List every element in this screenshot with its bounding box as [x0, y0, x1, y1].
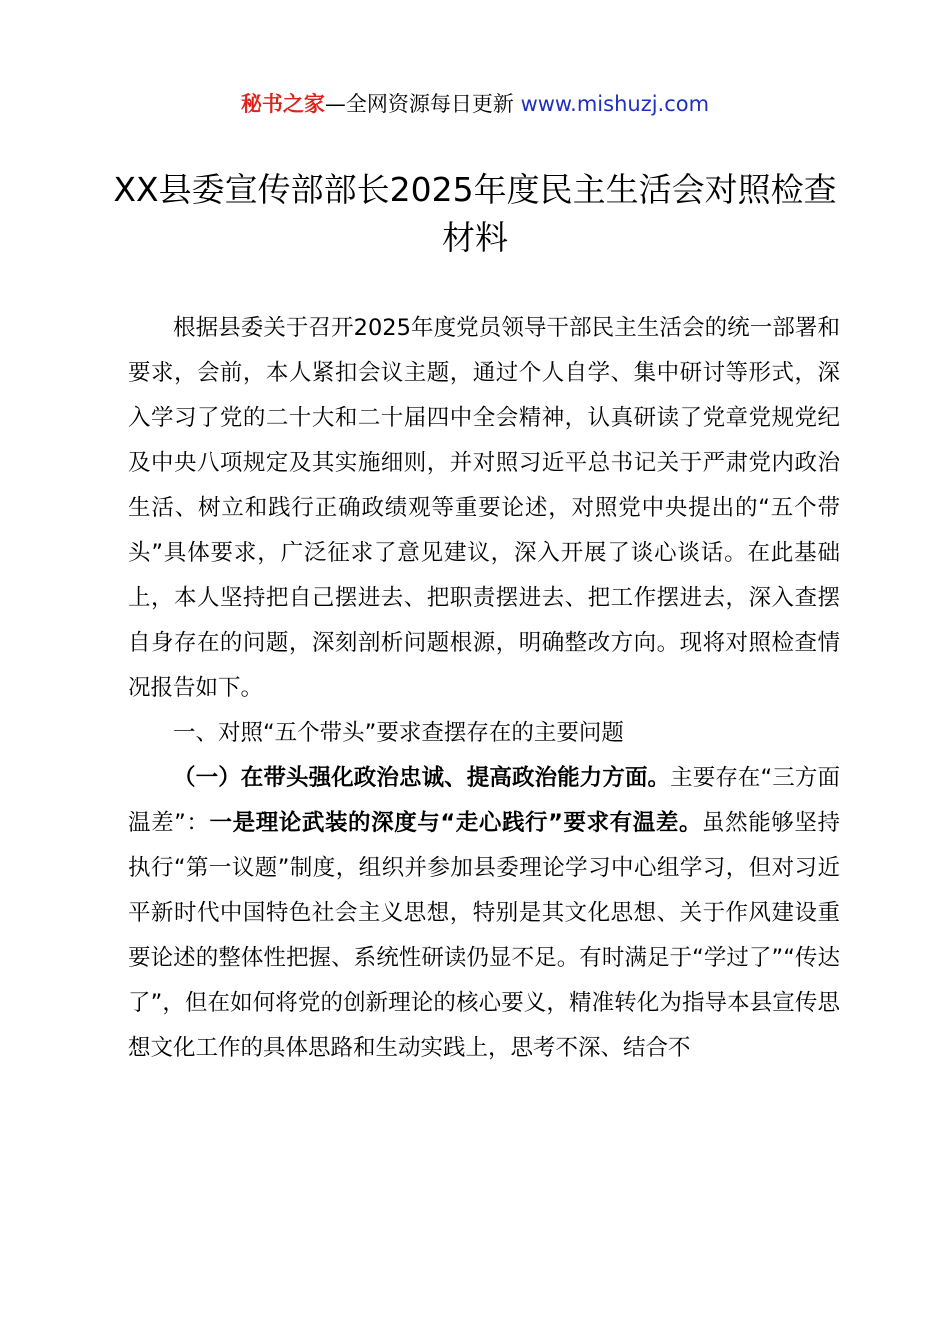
- header-slogan: —全网资源每日更新: [324, 92, 521, 116]
- section-heading: 一、对照“五个带头”要求查摆存在的主要问题: [173, 720, 624, 746]
- document-title: XX县委宣传部部长2025年度民主生活会对照检查材料: [113, 170, 837, 257]
- document-body: [128, 306, 840, 1071]
- subsection-lead: 主要存在“三方面温差”：: [128, 765, 840, 836]
- site-url-link[interactable]: www.mishuzj.com: [520, 92, 710, 116]
- site-header: [0, 88, 950, 120]
- intro-paragraph: 根据县委关于召开2025年度党员领导干部民主生活会的统一部署和要求，会前，本人紧扣会议主题，通过个人自学、集中研讨等形式，深入学习了党的二十大和二十届四中全会精神，认真研读了党章党规党纪及中央八项规定及其实施细则，并对照习近平总书记关于严肃党内政治生活、树立和践行正确政绩观等重要论述，对照党中央提出的“五个带头”具体要求，广泛征求了意见建议，深入开展了谈心谈话。在此基础上，本人坚持把自己摆进去、把职责摆进去、把工作摆进去，深入查摆自身存在的问题，深刻剖析问题根源，明确整改方向。现将对照检查情况报告如下。: [128, 315, 840, 701]
- subsection-paragraph: [128, 756, 840, 1071]
- point-text: 虽然能够坚持执行“第一议题”制度，组织并参加县委理论学习中心组学习，但对习近平新时代中国特色社会主义思想，特别是其文化思想、关于作风建设重要论述的整体性把握、系统性研读仍显不足。有时满足于“学过了”“传达了”，但在如何将党的创新理论的核心要义，精准转化为指导本县宣传思想文化工作的具体思路和生动实践上，思考不深、结合不: [128, 810, 840, 1061]
- subsection-heading: （一）在带头强化政治忠诚、提高政治能力方面。: [173, 765, 671, 791]
- brand-name: 秘书之家: [240, 92, 325, 116]
- point-heading: 一是理论武装的深度与“走心践行”要求有温差。: [209, 810, 703, 836]
